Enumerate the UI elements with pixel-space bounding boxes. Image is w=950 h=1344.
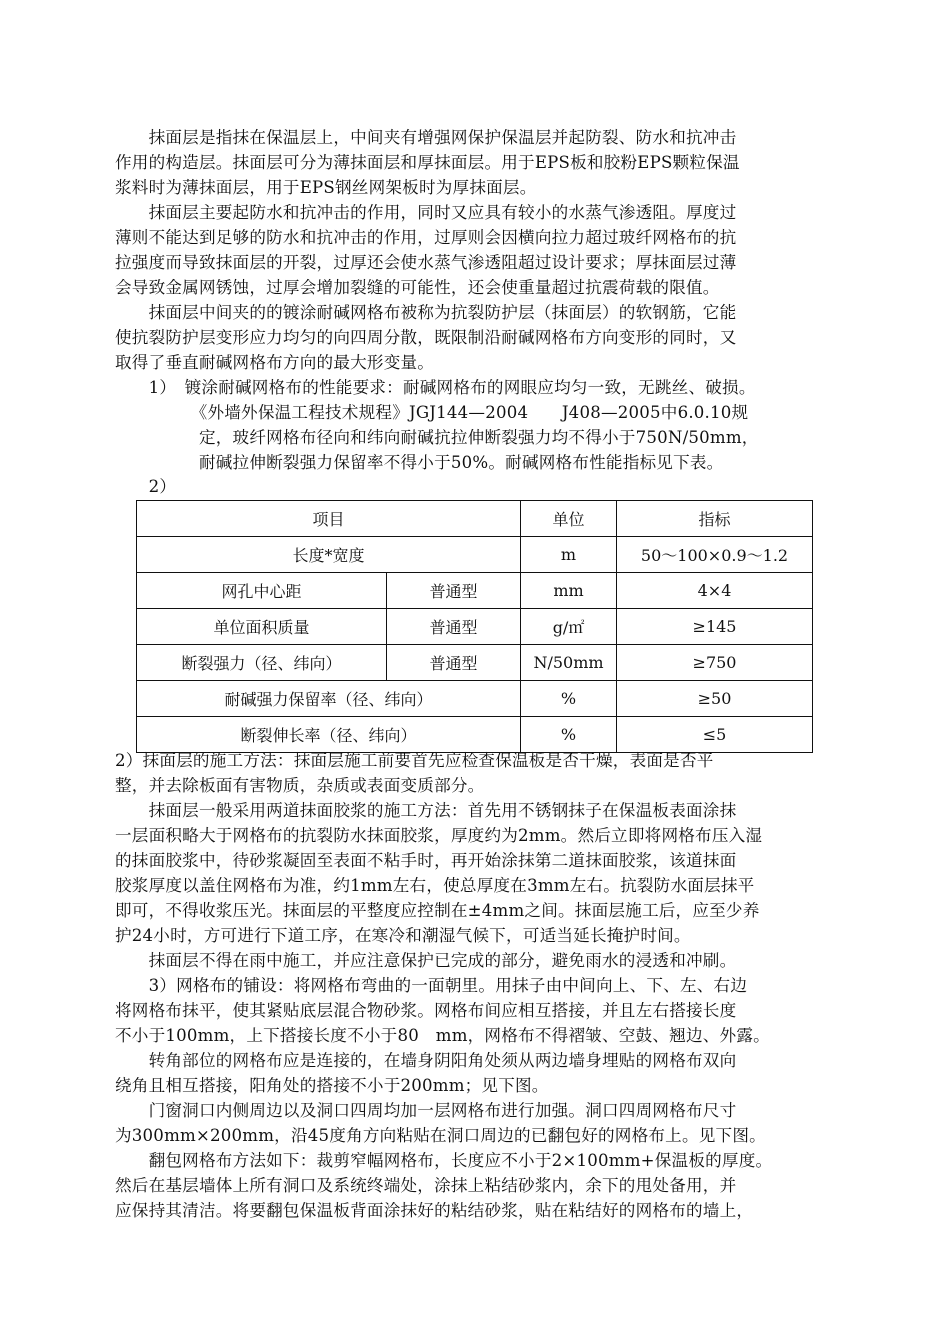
text-line: 定，玻纤网格布径向和纬向耐碱抗拉伸断裂强力均不得小于750N/50mm， (115, 428, 759, 447)
row-unit: mm (521, 573, 617, 609)
text-line: 会导致金属网锈蚀，过厚会增加裂缝的可能性，还会使重量超过抗震荷载的限值。 (115, 278, 720, 297)
row-unit: m (521, 537, 617, 573)
text-line: 整，并去除板面有害物质，杂质或表面变质部分。 (115, 776, 485, 795)
text-line: 绕角且相互搭接，阳角处的搭接不小于200mm；见下图。 (115, 1076, 549, 1095)
row-value: 4×4 (617, 573, 813, 609)
text-line: 2）抹面层的施工方法：抹面层施工前要首先应检查保温板是否干燥，表面是否平 (115, 751, 714, 770)
text-line: 1） 镀涂耐碱网格布的性能要求：耐碱网格布的网眼应均匀一致，无跳丝、破损。 (115, 378, 756, 397)
table-row (137, 573, 813, 609)
row-unit: % (521, 681, 617, 717)
row-value: ≥145 (617, 609, 813, 645)
text-line: 将网格布抹平，使其紧贴底层混合物砂浆。网格布间应相互搭接，并且左右搭接长度 (115, 1001, 737, 1020)
row-unit: N/50mm (521, 645, 617, 681)
text-line: 使抗裂防护层变形应力均匀的向四周分散，既限制沿耐碱网格布方向变形的同时，又 (115, 328, 737, 347)
row-type: 普通型 (387, 573, 521, 609)
header-index: 指标 (617, 501, 813, 537)
text-line: 门窗洞口内侧周边以及洞口四周均加一层网格布进行加强。洞口四周网格布尺寸 (115, 1101, 737, 1120)
text-line: 应保持其清洁。将要翻包保温板背面涂抹好的粘结砂浆，贴在粘结好的网格布的墙上， (115, 1201, 754, 1220)
text-line: 抹面层主要起防水和抗冲击的作用，同时又应具有较小的水蒸气渗透阻。厚度过 (115, 203, 737, 222)
row-value: ≤5 (617, 717, 813, 753)
row-name: 耐碱强力保留率（径、纬向） (137, 681, 521, 717)
row-name: 长度*宽度 (137, 537, 521, 573)
text-line: 不小于100mm，上下搭接长度不小于80 mm，网格布不得褶皱、空鼓、翘边、外露。 (115, 1026, 770, 1045)
row-value: ≥50 (617, 681, 813, 717)
text-line: 转角部位的网格布应是连接的，在墙身阴阳角处须从两边墙身埋贴的网格布双向 (115, 1051, 737, 1070)
text-line: 抹面层中间夹的的镀涂耐碱网格布被称为抗裂防护层（抹面层）的软钢筋，它能 (115, 303, 737, 322)
text-line: 胶浆厚度以盖住网格布为准，约1mm左右，使总厚度在3mm左右。抗裂防水面层抹平 (115, 876, 755, 895)
text-line: 取得了垂直耐碱网格布方向的最大形变量。 (115, 353, 435, 372)
text-line: 抹面层不得在雨中施工，并应注意保护已完成的部分，避免雨水的浸透和冲刷。 (115, 951, 737, 970)
table-row (137, 717, 813, 753)
text-line: 《外墙外保温工程技术规程》JGJ144—2004 J408—2005中6.0.10规 (115, 403, 749, 422)
text-line: 2） (115, 477, 177, 496)
row-name: 网孔中心距 (137, 573, 387, 609)
text-line: 护24小时，方可进行下道工序，在寒冷和潮湿气候下，可适当延长掩护时间。 (115, 926, 691, 945)
text-line: 的抹面胶浆中，待砂浆凝固至表面不粘手时，再开始涂抹第二道抹面胶浆，该道抹面 (115, 851, 737, 870)
header-item: 项目 (137, 501, 521, 537)
text-line: 翻包网格布方法如下：裁剪窄幅网格布，长度应不小于2×100mm+保温板的厚度。 (115, 1151, 773, 1170)
row-unit: % (521, 717, 617, 753)
row-name: 断裂强力（径、纬向） (137, 645, 387, 681)
text-line: 3）网格布的铺设：将网格布弯曲的一面朝里。用抹子由中间向上、下、左、右边 (115, 976, 748, 995)
table-row (137, 609, 813, 645)
row-name: 单位面积质量 (137, 609, 387, 645)
table-row (137, 645, 813, 681)
row-value: 50～100×0.9～1.2 (617, 537, 813, 573)
table-header-row (137, 501, 813, 537)
text-line: 耐碱拉伸断裂强力保留率不得小于50%。耐碱网格布性能指标见下表。 (115, 453, 724, 472)
text-line: 浆料时为薄抹面层，用于EPS钢丝网架板时为厚抹面层。 (115, 178, 537, 197)
row-unit: g/㎡ (521, 609, 617, 645)
text-line: 为300mm×200mm，沿45度角方向粘贴在洞口周边的已翻包好的网格布上。见下图。 (115, 1126, 766, 1145)
text-line: 作用的构造层。抹面层可分为薄抹面层和厚抹面层。用于EPS板和胶粉EPS颗粒保温 (115, 153, 740, 172)
mesh-spec-table (136, 500, 813, 753)
row-value: ≥750 (617, 645, 813, 681)
text-line: 拉强度而导致抹面层的开裂，过厚还会使水蒸气渗透阻超过设计要求；厚抹面层过薄 (115, 253, 737, 272)
text-line: 薄则不能达到足够的防水和抗冲击的作用，过厚则会因横向拉力超过玻纤网格布的抗 (115, 228, 737, 247)
text-line: 抹面层是指抹在保温层上，中间夹有增强网保护保温层并起防裂、防水和抗冲击 (115, 128, 737, 147)
text-line: 即可，不得收浆压光。抹面层的平整度应控制在±4mm之间。抹面层施工后，应至少养 (115, 901, 760, 920)
row-name: 断裂伸长率（径、纬向） (137, 717, 521, 753)
text-line: 抹面层一般采用两道抹面胶浆的施工方法：首先用不锈钢抹子在保温板表面涂抹 (115, 801, 737, 820)
text-line: 一层面积略大于网格布的抗裂防水抹面胶浆，厚度约为2mm。然后立即将网格布压入湿 (115, 826, 763, 845)
table-row (137, 681, 813, 717)
header-unit: 单位 (521, 501, 617, 537)
row-type: 普通型 (387, 609, 521, 645)
table-row (137, 537, 813, 573)
text-line: 然后在基层墙体上所有洞口及系统终端处，涂抹上粘结砂浆内，余下的甩处备用，并 (115, 1176, 737, 1195)
row-type: 普通型 (387, 645, 521, 681)
